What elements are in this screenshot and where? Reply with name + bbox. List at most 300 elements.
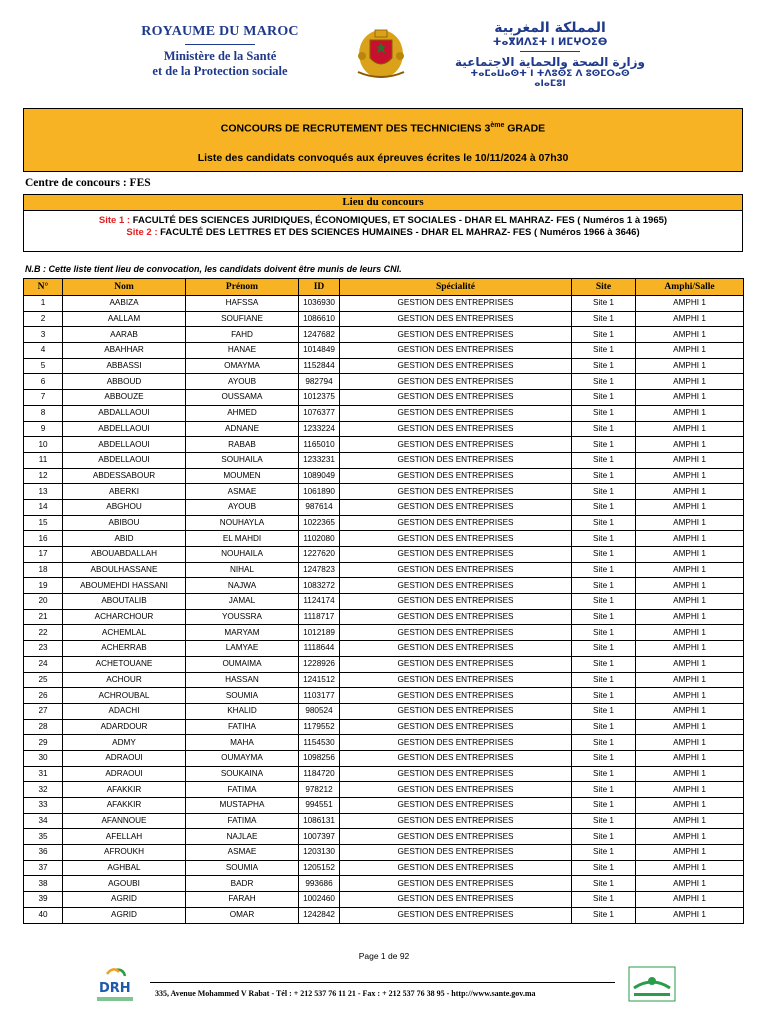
site-2-label: Site 2 : (126, 227, 158, 238)
cell-number: 40 (24, 907, 63, 923)
cell-id: 1083272 (299, 578, 340, 594)
site-2-text: FACULTÉ DES LETTRES ET DES SCIENCES HUMAINES - DHAR EL MAHRAZ- FES ( Numéros 1966 à 3646) (157, 227, 640, 238)
cell-amphi: AMPHI 1 (636, 499, 744, 515)
table-row (24, 782, 744, 798)
cell-nom: AFANNOUE (63, 813, 186, 829)
cell-site: Site 1 (572, 578, 636, 594)
cell-prenom: AYOUB (186, 374, 299, 390)
cell-id: 1152844 (299, 358, 340, 374)
cell-id: 1098256 (299, 750, 340, 766)
cell-specialite: GESTION DES ENTREPRISES (340, 468, 572, 484)
cell-prenom: ADNANE (186, 421, 299, 437)
cell-id: 1247823 (299, 562, 340, 578)
cell-number: 29 (24, 735, 63, 751)
title-line-2: Liste des candidats convoqués aux épreuves écrites le 10/11/2024 à 07h30 (197, 151, 569, 164)
cell-id: 980524 (299, 703, 340, 719)
table-row (24, 562, 744, 578)
cell-id: 1086131 (299, 813, 340, 829)
cell-nom: ABOUABDALLAH (63, 547, 186, 563)
cell-number: 12 (24, 468, 63, 484)
cell-prenom: FAHD (186, 327, 299, 343)
page-number: Page 1 de 92 (358, 951, 410, 961)
table-row (24, 484, 744, 500)
cell-nom: ABDELLAOUI (63, 437, 186, 453)
table-row (24, 327, 744, 343)
cell-number: 32 (24, 782, 63, 798)
cell-specialite: GESTION DES ENTREPRISES (340, 656, 572, 672)
cell-specialite: GESTION DES ENTREPRISES (340, 719, 572, 735)
cell-number: 19 (24, 578, 63, 594)
table-row (24, 641, 744, 657)
cell-id: 1233231 (299, 452, 340, 468)
cell-amphi: AMPHI 1 (636, 750, 744, 766)
cell-id: 1124174 (299, 594, 340, 610)
cell-prenom: NAJWA (186, 578, 299, 594)
cell-specialite: GESTION DES ENTREPRISES (340, 358, 572, 374)
cell-amphi: AMPHI 1 (636, 296, 744, 312)
cell-prenom: SOUMIA (186, 688, 299, 704)
cell-nom: ABAHHAR (63, 343, 186, 359)
cell-id: 1012189 (299, 625, 340, 641)
cell-number: 7 (24, 390, 63, 406)
cell-nom: ABBOUZE (63, 390, 186, 406)
cell-prenom: MAHA (186, 735, 299, 751)
cell-site: Site 1 (572, 892, 636, 908)
cell-nom: ACHEMLAL (63, 625, 186, 641)
cell-nom: ACHERRAB (63, 641, 186, 657)
cell-nom: ACHETOUANE (63, 656, 186, 672)
cell-amphi: AMPHI 1 (636, 829, 744, 845)
site-1-line (24, 215, 742, 226)
cell-site: Site 1 (572, 782, 636, 798)
cell-specialite: GESTION DES ENTREPRISES (340, 374, 572, 390)
cell-specialite: GESTION DES ENTREPRISES (340, 860, 572, 876)
cell-specialite: GESTION DES ENTREPRISES (340, 766, 572, 782)
cell-number: 8 (24, 405, 63, 421)
cell-number: 30 (24, 750, 63, 766)
cell-id: 993686 (299, 876, 340, 892)
cell-specialite: GESTION DES ENTREPRISES (340, 813, 572, 829)
cell-prenom: OUSSAMA (186, 390, 299, 406)
cell-prenom: SOUHAILA (186, 452, 299, 468)
cell-nom: AFAKKIR (63, 782, 186, 798)
cell-prenom: RABAB (186, 437, 299, 453)
cell-site: Site 1 (572, 327, 636, 343)
cell-number: 39 (24, 892, 63, 908)
cell-number: 5 (24, 358, 63, 374)
cell-specialite: GESTION DES ENTREPRISES (340, 892, 572, 908)
table-row (24, 343, 744, 359)
cell-site: Site 1 (572, 798, 636, 814)
table-row (24, 688, 744, 704)
cell-nom: ABDALLAOUI (63, 405, 186, 421)
cell-nom: ABBOUD (63, 374, 186, 390)
table-row (24, 766, 744, 782)
cell-site: Site 1 (572, 547, 636, 563)
cell-id: 1242842 (299, 907, 340, 923)
cell-amphi: AMPHI 1 (636, 876, 744, 892)
cell-nom: ABBASSI (63, 358, 186, 374)
cell-nom: AGHBAL (63, 860, 186, 876)
col-header-site: Site (572, 279, 636, 296)
col-header-amphi: Amphi/Salle (636, 279, 744, 296)
table-row (24, 358, 744, 374)
cell-prenom: SOUMIA (186, 860, 299, 876)
cell-prenom: AYOUB (186, 499, 299, 515)
cell-id: 1165010 (299, 437, 340, 453)
cell-nom: ABDELLAOUI (63, 452, 186, 468)
table-row (24, 798, 744, 814)
cell-id: 987614 (299, 499, 340, 515)
table-row (24, 421, 744, 437)
cell-prenom: OMAYMA (186, 358, 299, 374)
table-row (24, 594, 744, 610)
cell-site: Site 1 (572, 750, 636, 766)
cell-amphi: AMPHI 1 (636, 672, 744, 688)
cell-nom: AGOUBI (63, 876, 186, 892)
cell-id: 1233224 (299, 421, 340, 437)
table-row (24, 860, 744, 876)
cell-specialite: GESTION DES ENTREPRISES (340, 609, 572, 625)
cell-prenom: JAMAL (186, 594, 299, 610)
cell-nom: ABIBOU (63, 515, 186, 531)
table-row (24, 907, 744, 923)
cell-site: Site 1 (572, 499, 636, 515)
cell-prenom: NOUHAILA (186, 547, 299, 563)
exam-location-box (23, 194, 743, 252)
cell-number: 37 (24, 860, 63, 876)
cell-specialite: GESTION DES ENTREPRISES (340, 907, 572, 923)
cell-amphi: AMPHI 1 (636, 688, 744, 704)
cell-site: Site 1 (572, 390, 636, 406)
title-line-1-end: GRADE (504, 122, 546, 135)
cell-specialite: GESTION DES ENTREPRISES (340, 343, 572, 359)
candidates-table (23, 278, 744, 924)
cell-specialite: GESTION DES ENTREPRISES (340, 703, 572, 719)
cell-id: 1154530 (299, 735, 340, 751)
cell-nom: ABDELLAOUI (63, 421, 186, 437)
cell-nom: AFAKKIR (63, 798, 186, 814)
title-line-1-main: CONCOURS DE RECRUTEMENT DES TECHNICIENS 3 (220, 122, 491, 135)
col-header-nom: Nom (63, 279, 186, 296)
cell-specialite: GESTION DES ENTREPRISES (340, 625, 572, 641)
cell-specialite: GESTION DES ENTREPRISES (340, 484, 572, 500)
table-row (24, 609, 744, 625)
footer-address: 335, Avenue Mohammed V Rabat - Tél : + 212 537 76 11 21 - Fax : + 212 537 76 38 95 - http://www.sante.gov.ma (155, 989, 536, 998)
cell-amphi: AMPHI 1 (636, 562, 744, 578)
cell-nom: AGRID (63, 907, 186, 923)
cell-specialite: GESTION DES ENTREPRISES (340, 829, 572, 845)
cell-number: 16 (24, 531, 63, 547)
cell-amphi: AMPHI 1 (636, 766, 744, 782)
cell-site: Site 1 (572, 468, 636, 484)
cell-specialite: GESTION DES ENTREPRISES (340, 421, 572, 437)
table-row (24, 437, 744, 453)
cell-site: Site 1 (572, 358, 636, 374)
cell-specialite: GESTION DES ENTREPRISES (340, 562, 572, 578)
cell-nom: ABDESSABOUR (63, 468, 186, 484)
cell-nom: ADMY (63, 735, 186, 751)
cell-nom: AARAB (63, 327, 186, 343)
cell-number: 28 (24, 719, 63, 735)
cell-number: 25 (24, 672, 63, 688)
table-row (24, 499, 744, 515)
cell-number: 33 (24, 798, 63, 814)
cell-nom: ADACHI (63, 703, 186, 719)
cell-id: 1184720 (299, 766, 340, 782)
cell-site: Site 1 (572, 766, 636, 782)
cell-site: Site 1 (572, 813, 636, 829)
cell-amphi: AMPHI 1 (636, 531, 744, 547)
cell-prenom: YOUSSRA (186, 609, 299, 625)
cell-id: 1002460 (299, 892, 340, 908)
cell-prenom: MOUMEN (186, 468, 299, 484)
cell-specialite: GESTION DES ENTREPRISES (340, 405, 572, 421)
cell-site: Site 1 (572, 907, 636, 923)
cell-amphi: AMPHI 1 (636, 782, 744, 798)
cell-id: 1228926 (299, 656, 340, 672)
cell-amphi: AMPHI 1 (636, 656, 744, 672)
cell-number: 4 (24, 343, 63, 359)
cell-prenom: ASMAE (186, 845, 299, 861)
cell-prenom: NAJLAE (186, 829, 299, 845)
cell-id: 1086610 (299, 311, 340, 327)
ministry-name-ar: وزارة الصحة والحماية الاجتماعية (455, 55, 645, 69)
header-right (455, 20, 645, 89)
cell-nom: AABIZA (63, 296, 186, 312)
cell-site: Site 1 (572, 515, 636, 531)
table-body (24, 296, 744, 924)
cell-id: 1022365 (299, 515, 340, 531)
cell-specialite: GESTION DES ENTREPRISES (340, 296, 572, 312)
table-row (24, 515, 744, 531)
cell-number: 1 (24, 296, 63, 312)
cell-number: 14 (24, 499, 63, 515)
cell-prenom: SOUKAINA (186, 766, 299, 782)
cell-site: Site 1 (572, 641, 636, 657)
col-header-prenom: Prénom (186, 279, 299, 296)
kingdom-name-fr: ROYAUME DU MAROC (141, 24, 299, 39)
cell-id: 1118644 (299, 641, 340, 657)
cell-id: 1061890 (299, 484, 340, 500)
cell-amphi: AMPHI 1 (636, 515, 744, 531)
cell-nom: ABID (63, 531, 186, 547)
cell-number: 24 (24, 656, 63, 672)
cell-specialite: GESTION DES ENTREPRISES (340, 311, 572, 327)
cell-id: 1036930 (299, 296, 340, 312)
cell-site: Site 1 (572, 311, 636, 327)
cell-number: 35 (24, 829, 63, 845)
cell-specialite: GESTION DES ENTREPRISES (340, 782, 572, 798)
cell-prenom: OUMAYMA (186, 750, 299, 766)
cell-number: 23 (24, 641, 63, 657)
cell-specialite: GESTION DES ENTREPRISES (340, 327, 572, 343)
cell-number: 3 (24, 327, 63, 343)
table-row (24, 672, 744, 688)
cell-amphi: AMPHI 1 (636, 311, 744, 327)
cell-prenom: OMAR (186, 907, 299, 923)
footer-divider (150, 982, 615, 983)
cell-id: 978212 (299, 782, 340, 798)
cell-prenom: HASSAN (186, 672, 299, 688)
table-row (24, 703, 744, 719)
cell-number: 36 (24, 845, 63, 861)
cell-site: Site 1 (572, 452, 636, 468)
cell-amphi: AMPHI 1 (636, 594, 744, 610)
cell-site: Site 1 (572, 656, 636, 672)
cell-number: 34 (24, 813, 63, 829)
cell-amphi: AMPHI 1 (636, 437, 744, 453)
cell-id: 1012375 (299, 390, 340, 406)
cell-site: Site 1 (572, 374, 636, 390)
cell-specialite: GESTION DES ENTREPRISES (340, 688, 572, 704)
cell-nom: ADRAOUI (63, 766, 186, 782)
cell-site: Site 1 (572, 688, 636, 704)
table-row (24, 578, 744, 594)
cell-specialite: GESTION DES ENTREPRISES (340, 845, 572, 861)
cell-nom: ABERKI (63, 484, 186, 500)
cell-prenom: HAFSSA (186, 296, 299, 312)
cell-nom: AFROUKH (63, 845, 186, 861)
table-row (24, 892, 744, 908)
cell-number: 15 (24, 515, 63, 531)
title-line-1-sup: ème (490, 122, 505, 129)
cell-prenom: AHMED (186, 405, 299, 421)
ministry-name-tf: ⵜⴰⵎⴰⵡⴰⵙⵜ ⵏ ⵜⴷⵓⵙⵉ ⴷ ⵓⵙⵎⵔⴰⵙ ⴰⵏⴰⵎⵓⵏ (470, 69, 630, 89)
table-row (24, 311, 744, 327)
cell-amphi: AMPHI 1 (636, 578, 744, 594)
cell-nom: AGRID (63, 892, 186, 908)
cell-specialite: GESTION DES ENTREPRISES (340, 735, 572, 751)
header-divider (185, 44, 255, 45)
cell-number: 10 (24, 437, 63, 453)
cell-site: Site 1 (572, 719, 636, 735)
table-header-row (24, 279, 744, 296)
table-row (24, 813, 744, 829)
cell-specialite: GESTION DES ENTREPRISES (340, 594, 572, 610)
cell-id: 1205152 (299, 860, 340, 876)
cell-site: Site 1 (572, 594, 636, 610)
cell-specialite: GESTION DES ENTREPRISES (340, 641, 572, 657)
cell-amphi: AMPHI 1 (636, 798, 744, 814)
cell-site: Site 1 (572, 845, 636, 861)
cell-amphi: AMPHI 1 (636, 907, 744, 923)
cell-nom: ABGHOU (63, 499, 186, 515)
exam-centre: Centre de concours : FES (25, 177, 151, 189)
cell-site: Site 1 (572, 876, 636, 892)
cell-number: 21 (24, 609, 63, 625)
cell-id: 994551 (299, 798, 340, 814)
cell-amphi: AMPHI 1 (636, 813, 744, 829)
cell-number: 18 (24, 562, 63, 578)
cell-number: 20 (24, 594, 63, 610)
cell-site: Site 1 (572, 343, 636, 359)
site-2-line (24, 227, 742, 238)
cell-specialite: GESTION DES ENTREPRISES (340, 515, 572, 531)
cell-site: Site 1 (572, 609, 636, 625)
cell-prenom: NIHAL (186, 562, 299, 578)
cell-id: 1102080 (299, 531, 340, 547)
cell-prenom: SOUFIANE (186, 311, 299, 327)
header-left (130, 24, 310, 79)
cell-nom: ACHARCHOUR (63, 609, 186, 625)
table-row (24, 374, 744, 390)
col-header-specialite: Spécialité (340, 279, 572, 296)
cell-number: 31 (24, 766, 63, 782)
cell-site: Site 1 (572, 735, 636, 751)
table-row (24, 845, 744, 861)
cell-site: Site 1 (572, 703, 636, 719)
cell-amphi: AMPHI 1 (636, 390, 744, 406)
cell-site: Site 1 (572, 437, 636, 453)
cell-specialite: GESTION DES ENTREPRISES (340, 578, 572, 594)
table-row (24, 547, 744, 563)
table-row (24, 625, 744, 641)
cell-prenom: BADR (186, 876, 299, 892)
cell-site: Site 1 (572, 562, 636, 578)
cell-prenom: OUMAIMA (186, 656, 299, 672)
drh-logo-text: DRH (99, 981, 131, 996)
ministry-name-fr-2: et de la Protection sociale (152, 64, 288, 78)
col-header-id: ID (299, 279, 340, 296)
table-row (24, 452, 744, 468)
cell-prenom: MARYAM (186, 625, 299, 641)
cell-number: 27 (24, 703, 63, 719)
cell-number: 2 (24, 311, 63, 327)
cell-site: Site 1 (572, 860, 636, 876)
cell-id: 1007397 (299, 829, 340, 845)
table-row (24, 296, 744, 312)
cell-nom: ABOUMEHDI HASSANI (63, 578, 186, 594)
cell-specialite: GESTION DES ENTREPRISES (340, 390, 572, 406)
exam-location-header: Lieu du concours (24, 195, 742, 211)
cell-site: Site 1 (572, 296, 636, 312)
cell-prenom: KHALID (186, 703, 299, 719)
cell-amphi: AMPHI 1 (636, 703, 744, 719)
cell-amphi: AMPHI 1 (636, 641, 744, 657)
cell-site: Site 1 (572, 484, 636, 500)
ministry-name-fr-1: Ministère de la Santé (163, 49, 277, 63)
cell-amphi: AMPHI 1 (636, 625, 744, 641)
cell-nom: AFELLAH (63, 829, 186, 845)
cell-amphi: AMPHI 1 (636, 374, 744, 390)
cell-id: 1241512 (299, 672, 340, 688)
cell-specialite: GESTION DES ENTREPRISES (340, 798, 572, 814)
table-row (24, 735, 744, 751)
cell-specialite: GESTION DES ENTREPRISES (340, 547, 572, 563)
cell-number: 9 (24, 421, 63, 437)
cell-amphi: AMPHI 1 (636, 892, 744, 908)
cell-id: 1089049 (299, 468, 340, 484)
cell-amphi: AMPHI 1 (636, 405, 744, 421)
cell-number: 38 (24, 876, 63, 892)
table-row (24, 656, 744, 672)
cell-nom: AALLAM (63, 311, 186, 327)
cell-amphi: AMPHI 1 (636, 452, 744, 468)
drh-logo-icon (93, 966, 138, 1006)
cell-prenom: FATIHA (186, 719, 299, 735)
table-row (24, 405, 744, 421)
cell-site: Site 1 (572, 625, 636, 641)
cell-amphi: AMPHI 1 (636, 468, 744, 484)
cell-nom: ADARDOUR (63, 719, 186, 735)
table-row (24, 750, 744, 766)
cell-id: 1076377 (299, 405, 340, 421)
cell-specialite: GESTION DES ENTREPRISES (340, 876, 572, 892)
cell-site: Site 1 (572, 531, 636, 547)
cell-amphi: AMPHI 1 (636, 719, 744, 735)
cell-nom: ABOUTALIB (63, 594, 186, 610)
